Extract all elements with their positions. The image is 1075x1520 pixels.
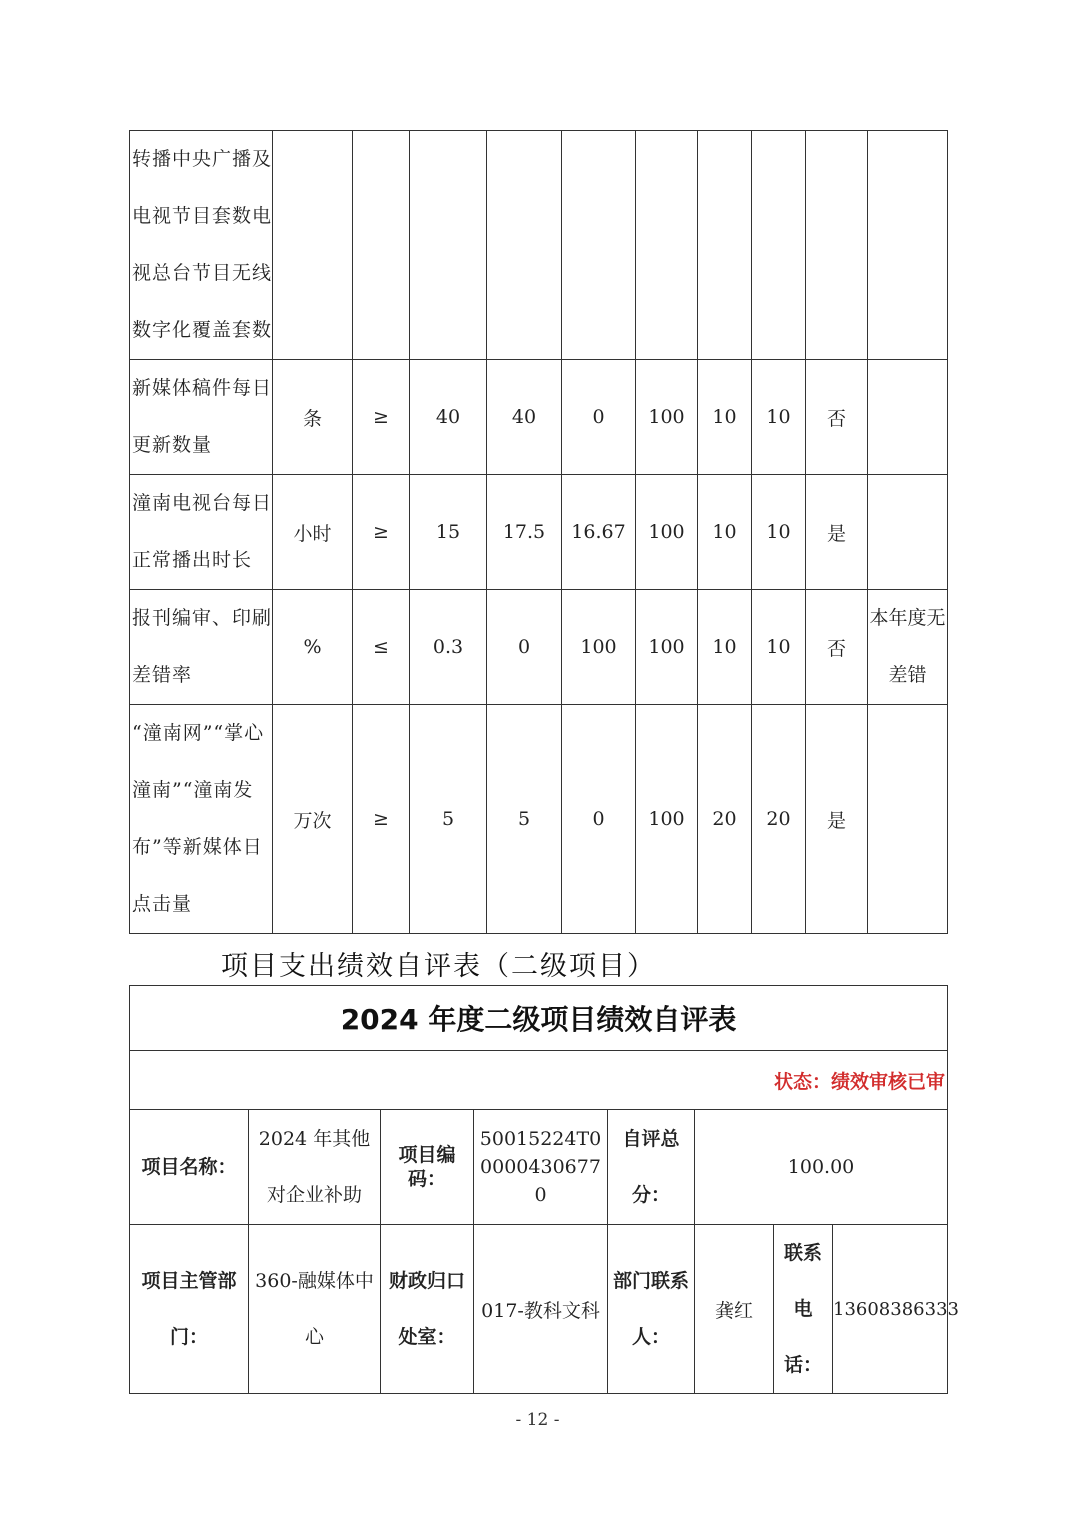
cell-actual: 40: [487, 360, 562, 475]
indicator-table: [129, 130, 948, 934]
cell-unit: 条: [273, 360, 353, 475]
table-row: [130, 475, 948, 590]
table-row: [130, 360, 948, 475]
cell-score: 10: [752, 475, 806, 590]
cell-score: 10: [752, 360, 806, 475]
cell-unit: 小时: [273, 475, 353, 590]
finance-value: 017-教科文科: [474, 1225, 608, 1394]
cell-is-deviation: 是: [806, 705, 868, 934]
cell-remark: 本年度无差错: [868, 590, 948, 705]
project-name-label: 项目名称：: [130, 1110, 249, 1225]
finance-label: 财政归口处室：: [381, 1225, 474, 1394]
cell-target: [410, 131, 487, 360]
project-name-value: 2024 年其他对企业补助: [249, 1110, 381, 1225]
cell-deviation: 100: [562, 590, 636, 705]
evaluation-form-table: [129, 985, 959, 1394]
cell-completion: [636, 131, 698, 360]
cell-target: 5: [410, 705, 487, 934]
table-row: [130, 705, 948, 934]
cell-actual: 17.5: [487, 475, 562, 590]
cell-completion: 100: [636, 590, 698, 705]
page-number: - 12 -: [515, 1410, 560, 1430]
cell-completion: 100: [636, 705, 698, 934]
cell-remark: [868, 475, 948, 590]
cell-name: 报刊编审、印刷差错率: [130, 590, 273, 705]
cell-unit: [273, 131, 353, 360]
dept-value: 360-融媒体中心: [249, 1225, 381, 1394]
cell-op: ≤: [353, 590, 410, 705]
cell-weight: 20: [698, 705, 752, 934]
cell-completion: 100: [636, 360, 698, 475]
phone-label: 联系电话：: [774, 1225, 833, 1394]
cell-weight: [698, 131, 752, 360]
cell-name: 潼南电视台每日正常播出时长: [130, 475, 273, 590]
cell-completion: 100: [636, 475, 698, 590]
cell-actual: 0: [487, 590, 562, 705]
cell-op: ≥: [353, 360, 410, 475]
cell-actual: 5: [487, 705, 562, 934]
cell-is-deviation: 是: [806, 475, 868, 590]
cell-score: 10: [752, 590, 806, 705]
contact-value: 龚红: [695, 1225, 774, 1394]
dept-label: 项目主管部门：: [130, 1225, 249, 1394]
cell-target: 0.3: [410, 590, 487, 705]
project-code-label: 项目编码：: [381, 1110, 474, 1225]
contact-label: 部门联系人：: [608, 1225, 695, 1394]
cell-target: 40: [410, 360, 487, 475]
cell-weight: 10: [698, 475, 752, 590]
cell-weight: 10: [698, 590, 752, 705]
cell-name: “潼南网”“掌心潼南”“潼南发布”等新媒体日点击量: [130, 705, 273, 934]
cell-is-deviation: [806, 131, 868, 360]
cell-op: [353, 131, 410, 360]
cell-remark: [868, 705, 948, 934]
cell-op: ≥: [353, 705, 410, 934]
table-row: [130, 131, 948, 360]
cell-name: 新媒体稿件每日更新数量: [130, 360, 273, 475]
status-badge: 状态：绩效审核已审: [130, 1051, 948, 1110]
cell-is-deviation: 否: [806, 590, 868, 705]
cell-name: 转播中央广播及电视节目套数电视总台节目无线数字化覆盖套数: [130, 131, 273, 360]
cell-unit: %: [273, 590, 353, 705]
cell-score: 20: [752, 705, 806, 934]
form-title: 2024 年度二级项目绩效自评表: [130, 986, 948, 1051]
cell-deviation: 0: [562, 705, 636, 934]
cell-target: 15: [410, 475, 487, 590]
cell-op: ≥: [353, 475, 410, 590]
cell-remark: [868, 131, 948, 360]
project-code-value: 50015224T000004306770: [474, 1110, 608, 1225]
cell-is-deviation: 否: [806, 360, 868, 475]
cell-remark: [868, 360, 948, 475]
cell-deviation: 0: [562, 360, 636, 475]
phone-value: 13608386333: [833, 1225, 948, 1394]
score-label: 自评总分：: [608, 1110, 695, 1225]
cell-weight: 10: [698, 360, 752, 475]
section-title: 项目支出绩效自评表（二级项目）: [221, 951, 656, 982]
cell-deviation: 16.67: [562, 475, 636, 590]
score-value: 100.00: [695, 1110, 948, 1225]
cell-unit: 万次: [273, 705, 353, 934]
cell-actual: [487, 131, 562, 360]
cell-deviation: [562, 131, 636, 360]
cell-score: [752, 131, 806, 360]
table-row: [130, 590, 948, 705]
